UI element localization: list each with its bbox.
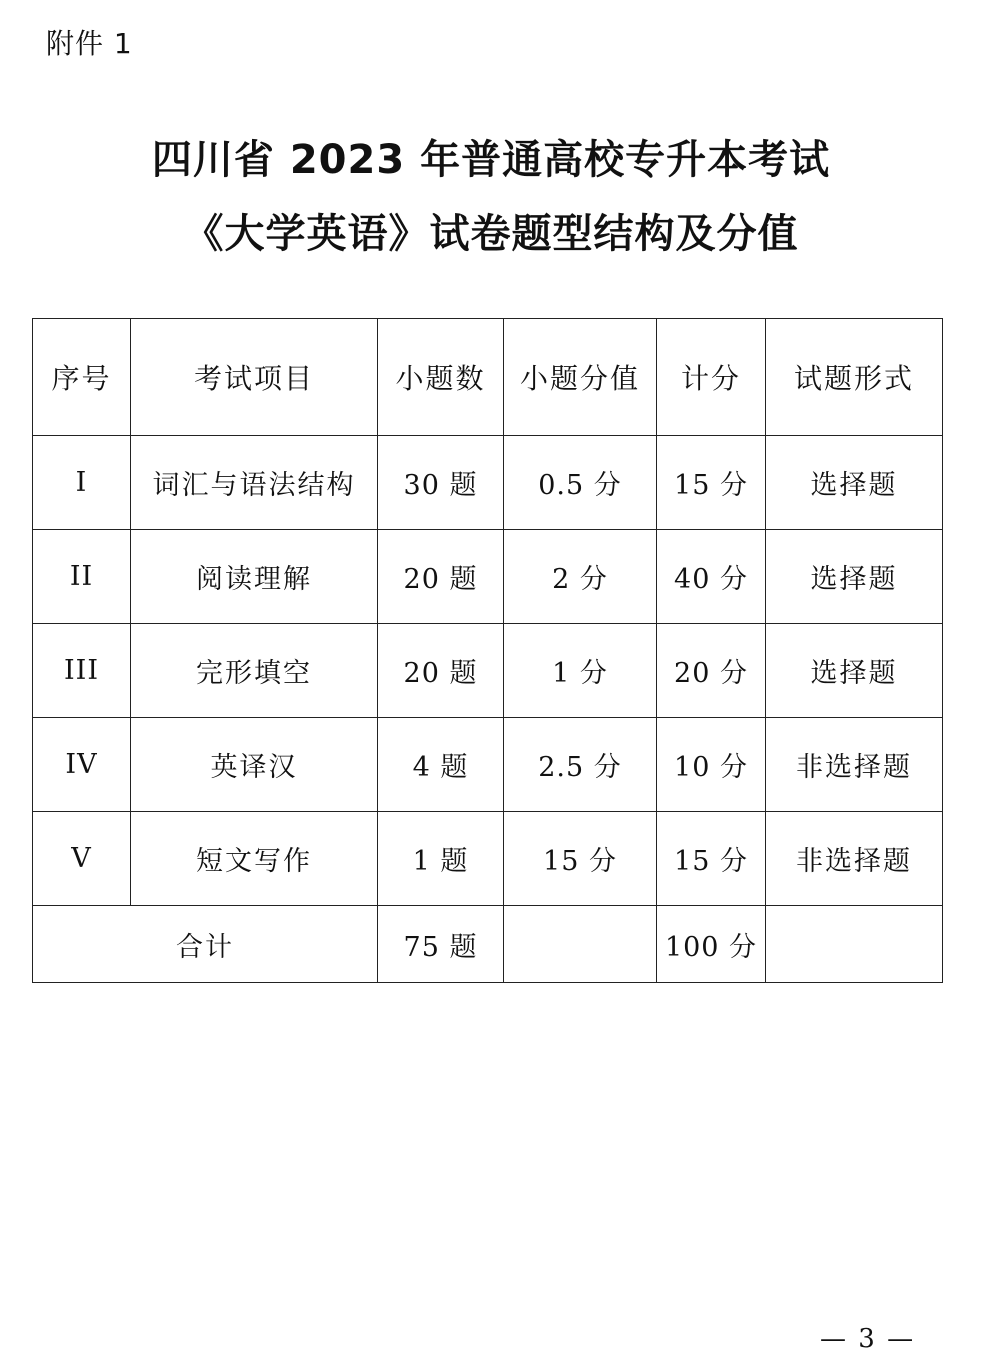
cell-question-value: 0.5 分 — [504, 436, 657, 530]
header-points: 计分 — [657, 319, 766, 436]
cell-question-count: 4 题 — [378, 718, 504, 812]
cell-question-value: 15 分 — [504, 812, 657, 906]
cell-exam-item: 短文写作 — [131, 812, 378, 906]
cell-question-count: 20 题 — [378, 530, 504, 624]
cell-exam-item: 阅读理解 — [131, 530, 378, 624]
cell-points: 10 分 — [657, 718, 766, 812]
cell-question-format: 选择题 — [766, 530, 943, 624]
cell-exam-item: 英译汉 — [131, 718, 378, 812]
document-title-line-2: 《大学英语》试卷题型结构及分值 — [183, 211, 799, 257]
table-row — [33, 812, 943, 906]
cell-question-count: 30 题 — [378, 436, 504, 530]
header-question-format: 试题形式 — [766, 319, 943, 436]
total-points: 100 分 — [657, 906, 766, 983]
total-label: 合计 — [33, 906, 378, 983]
table-header-row — [33, 319, 943, 436]
cell-points: 15 分 — [657, 436, 766, 530]
cell-question-format: 选择题 — [766, 624, 943, 718]
cell-exam-item: 词汇与语法结构 — [131, 436, 378, 530]
total-question-count: 75 题 — [378, 906, 504, 983]
cell-sequence: I — [33, 436, 131, 530]
cell-exam-item: 完形填空 — [131, 624, 378, 718]
cell-sequence: V — [33, 812, 131, 906]
page-number: — 3 — — [820, 1324, 916, 1354]
cell-points: 40 分 — [657, 530, 766, 624]
cell-question-count: 20 题 — [378, 624, 504, 718]
cell-points: 15 分 — [657, 812, 766, 906]
cell-question-value: 2 分 — [504, 530, 657, 624]
cell-question-format: 选择题 — [766, 436, 943, 530]
cell-question-value: 2.5 分 — [504, 718, 657, 812]
document-title-line-1: 四川省 2023 年普通高校专升本考试 — [151, 137, 831, 183]
table-row — [33, 718, 943, 812]
total-question-format — [766, 906, 943, 983]
header-exam-item: 考试项目 — [131, 319, 378, 436]
total-question-value — [504, 906, 657, 983]
attachment-label: 附件 1 — [46, 27, 133, 60]
cell-question-format: 非选择题 — [766, 812, 943, 906]
cell-question-count: 1 题 — [378, 812, 504, 906]
header-sequence: 序号 — [33, 319, 131, 436]
cell-sequence: III — [33, 624, 131, 718]
table-row — [33, 624, 943, 718]
cell-question-format: 非选择题 — [766, 718, 943, 812]
cell-sequence: II — [33, 530, 131, 624]
header-question-value: 小题分值 — [504, 319, 657, 436]
table-row — [33, 530, 943, 624]
cell-question-value: 1 分 — [504, 624, 657, 718]
cell-points: 20 分 — [657, 624, 766, 718]
cell-sequence: IV — [33, 718, 131, 812]
table-row — [33, 436, 943, 530]
exam-structure-table — [32, 318, 943, 983]
header-question-count: 小题数 — [378, 319, 504, 436]
table-total-row — [33, 906, 943, 983]
